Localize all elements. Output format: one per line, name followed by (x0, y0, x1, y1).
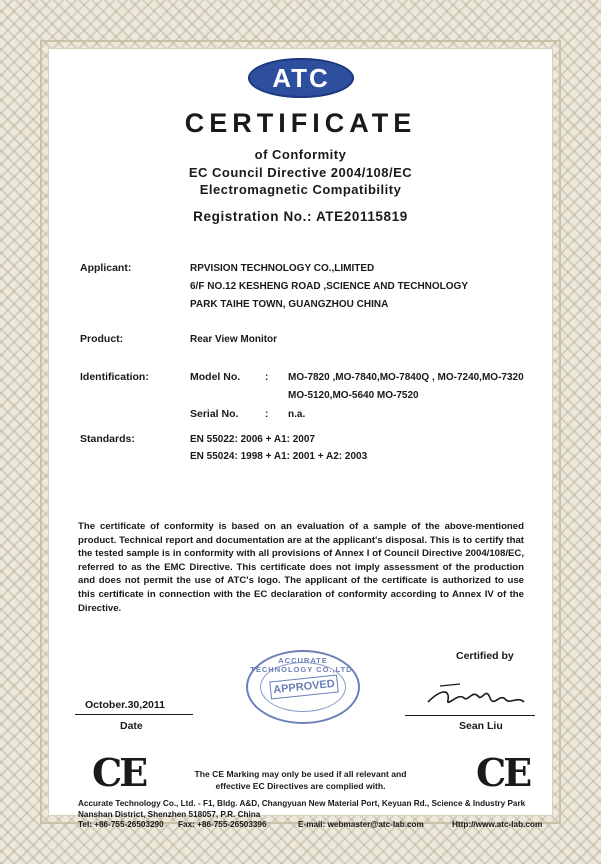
model-list-line2: MO-5120,MO-5640 MO-7520 (288, 390, 419, 401)
standard-line1: EN 55022: 2006 + A1: 2007 (190, 434, 315, 445)
date-label: Date (120, 720, 143, 732)
product-label: Product: (80, 333, 124, 345)
standard-line2: EN 55024: 1998 + A1: 2001 + A2: 2003 (190, 451, 368, 462)
stamp-ring-text: ACCURATE TECHNOLOGY CO.,LTD. (250, 656, 356, 674)
signature-mark (420, 672, 530, 716)
certified-by-label: Certified by (456, 650, 514, 662)
approved-stamp (246, 650, 360, 724)
subtitle-conformity: of Conformity (254, 147, 347, 162)
model-no-label: Model No. (190, 371, 241, 383)
footer-address-line2: Nanshan District, Shenzhen 518057, P.R. China (78, 810, 261, 819)
footer-website: Http://www.atc-lab.com (452, 820, 543, 829)
model-colon: : (265, 372, 269, 383)
applicant-address-line2: PARK TAIHE TOWN, GUANGZHOU CHINA (190, 299, 389, 310)
footer-fax: Fax: +86-755-26503396 (178, 820, 267, 829)
product-value: Rear View Monitor (190, 334, 278, 345)
serial-no-value: n.a. (288, 409, 306, 420)
footer-email: E-mail: webmaster@atc-lab.com (298, 820, 424, 829)
serial-no-label: Serial No. (190, 408, 239, 420)
ce-mark-left: CE (92, 750, 146, 795)
model-list-line1: MO-7820 ,MO-7840,MO-7840Q , MO-7240,MO-7320 (288, 372, 524, 383)
stamp-approved-text: APPROVED (269, 674, 339, 699)
applicant-address-line1: 6/F NO.12 KESHENG ROAD ,SCIENCE AND TECHNOLOGY (190, 281, 468, 292)
certificate-title: CERTIFICATE (184, 108, 417, 138)
footer-address-line1: Accurate Technology Co., Ltd. - F1, Bldg. A&D, Changyuan New Material Port, Keyuan Rd., Science & Industry Park (78, 799, 526, 808)
subtitle-emc: Electromagnetic Compatibility (199, 182, 402, 197)
registration-number: Registration No.: ATE20115819 (193, 209, 408, 224)
applicant-label: Applicant: (80, 262, 132, 274)
standards-label: Standards: (80, 433, 135, 445)
date-value: October.30,2011 (85, 699, 165, 711)
footer-tel: Tel: +86-755-26503290 (78, 820, 164, 829)
conformity-statement: The certificate of conformity is based on an evaluation of a sample of the above-mentioned product. Technical report and documentation are at the applicant's disposal. This is to certify that the tested sample is in conformity with all provisions of Annex I of Council Directive 2004/108/EC, referred to as the EMC Directive. This certificate does not imply assessment of the production and does not permit the use of ATC's logo. The applicant of the certificate is authorized to use this certificate in connection with the EC declaration of conformity according to Annex IV of the Directive. (78, 521, 524, 614)
subtitle-directive: EC Council Directive 2004/108/EC (188, 165, 413, 180)
ce-note-line1: The CE Marking may only be used if all relevant and (194, 769, 407, 779)
applicant-name: RPVISION TECHNOLOGY CO.,LIMITED (190, 263, 375, 274)
signatory-name: Sean Liu (459, 720, 503, 732)
serial-colon: : (265, 409, 269, 420)
identification-label: Identification: (80, 371, 149, 383)
ce-mark-right: CE (476, 750, 530, 795)
ce-note-line2: effective EC Directives are complied with. (215, 781, 386, 791)
date-underline (75, 714, 193, 715)
signature-underline (405, 715, 535, 716)
atc-logo: ATC (248, 58, 354, 98)
